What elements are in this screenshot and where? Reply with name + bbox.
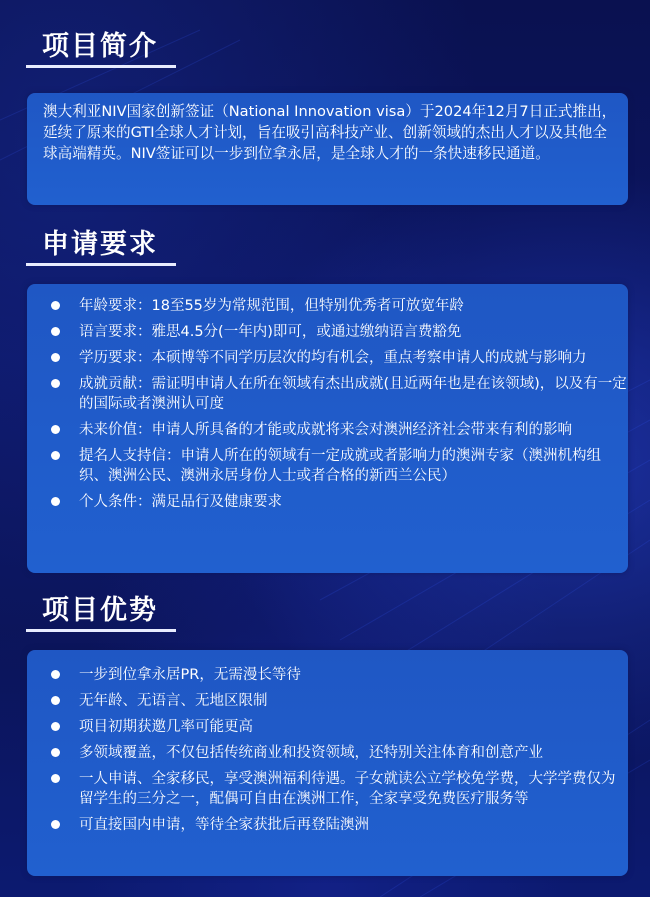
section-title-intro-text: 项目简介 [42, 31, 158, 62]
section-title-requirements [26, 218, 176, 266]
list-item: 一人申请、全家移民，享受澳洲福利待遇。子女就读公立学校免学费，大学学费仅为留学生的三分之一，配偶可自由在澳洲工作，全家享受免费医疗服务等 [47, 769, 627, 809]
requirements-list [47, 296, 627, 518]
bullet-icon [51, 670, 60, 679]
bullet-icon [51, 353, 60, 362]
requirements-card [27, 284, 628, 573]
advantages-card [27, 650, 628, 876]
bullet-icon [51, 722, 60, 731]
advantages-list [47, 665, 627, 841]
intro-card [27, 93, 628, 205]
bullet-icon [51, 451, 60, 460]
bullet-icon [51, 425, 60, 434]
bullet-icon [51, 497, 60, 506]
bullet-icon [51, 327, 60, 336]
list-item: 年龄要求：18至55岁为常规范围，但特别优秀者可放宽年龄 [47, 296, 627, 316]
section-title-advantages [26, 584, 176, 632]
list-item: 无年龄、无语言、无地区限制 [47, 691, 627, 711]
bullet-icon [51, 301, 60, 310]
list-item: 成就贡献：需证明申请人在所在领域有杰出成就(且近两年也是在该领域)，以及有一定的国际或者澳洲认可度 [47, 374, 627, 414]
list-item: 多领域覆盖，不仅包括传统商业和投资领域，还特别关注体育和创意产业 [47, 743, 627, 763]
section-title-intro [26, 20, 176, 68]
list-item: 项目初期获邀几率可能更高 [47, 717, 627, 737]
list-item: 学历要求：本硕博等不同学历层次的均有机会，重点考察申请人的成就与影响力 [47, 348, 627, 368]
list-item: 一步到位拿永居PR，无需漫长等待 [47, 665, 627, 685]
section-title-advantages-text: 项目优势 [42, 595, 158, 626]
bullet-icon [51, 748, 60, 757]
list-item: 提名人支持信：申请人所在的领域有一定成就或者影响力的澳洲专家（澳洲机构组织、澳洲公民、澳洲永居身份人士或者合格的新西兰公民） [47, 446, 627, 486]
bullet-icon [51, 774, 60, 783]
list-item: 可直接国内申请，等待全家获批后再登陆澳洲 [47, 815, 627, 835]
list-item: 个人条件：满足品行及健康要求 [47, 492, 627, 512]
section-title-requirements-text: 申请要求 [42, 229, 158, 260]
bullet-icon [51, 696, 60, 705]
list-item: 语言要求：雅思4.5分(一年内)即可，或通过缴纳语言费豁免 [47, 322, 627, 342]
intro-text: 澳大利亚NIV国家创新签证（National Innovation visa）于2024年12月7日正式推出，延续了原来的GTI全球人才计划，旨在吸引高科技产业、创新领域的杰出人才以及其他全球高端精英。NIV签证可以一步到位拿永居，是全球人才的一条快速移民通道。 [43, 103, 617, 162]
bullet-icon [51, 820, 60, 829]
bullet-icon [51, 379, 60, 388]
list-item: 未来价值：申请人所具备的才能或成就将来会对澳洲经济社会带来有利的影响 [47, 420, 627, 440]
